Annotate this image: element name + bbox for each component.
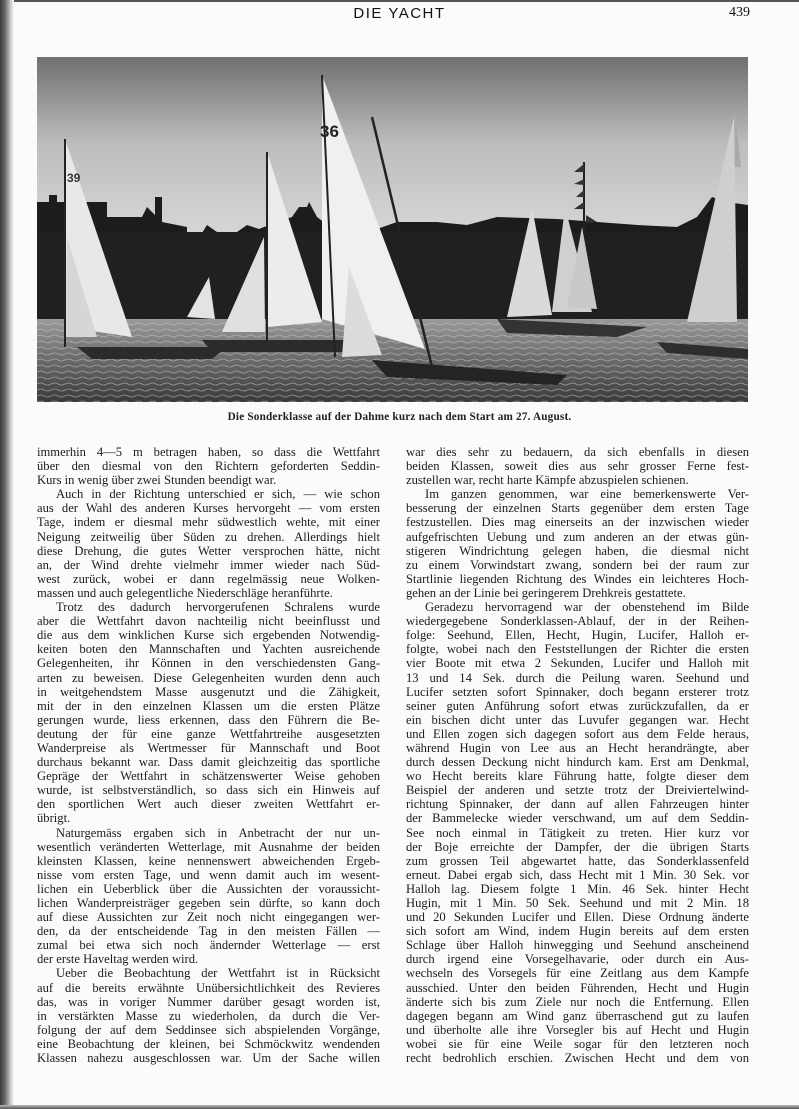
text-line: zu einem Vorwindstart zwang, sondern bei der raum zur [406,557,749,572]
text-line: zumal bei etwa sich noch ändernder Wetterlage — erst [37,938,380,953]
running-head: DIE YACHT [353,5,446,22]
text-line: west zurück, wobei er dann regelmässig neue Wolken- [37,571,380,586]
text-line: immerhin 4—5 m betragen haben, so dass die Wettfahrt [37,445,380,459]
text-line: wo Hecht bereits klare Führung hatte, folgte dieser dem [406,769,749,784]
text-line: Auch in der Richtung unterschied er sich, — wie schon [56,487,380,502]
text-line: Gelegenheiten, ihr Können in den verschiedensten Gang- [37,656,380,671]
text-line: eine Beobachtung der kleinen, bei Schmöckwitz wendenden [37,1036,380,1051]
text-line: besserung der einzelnen Starts gegenüber dem ersten Tage [406,501,749,516]
text-line: mit der in den einzelnen Klassen um die ersten Plätze [37,698,380,713]
text-line: war dies sehr zu bedauern, da sich ebenfalls in diesen [406,445,749,459]
text-line: keiten boten den Mannschaften und Yachten ausreichende [37,642,380,657]
text-line: diese Drehung, die gutes Wetter versprochen hätte, nicht [37,543,380,558]
sailing-photo-illustration [37,57,748,402]
text-line: Tage, indem er diesmal mehr südwestlich wehte, mit einer [37,515,380,530]
text-line: aber die Wettfahrt davon nachteilig nicht beeinflusst und [37,614,380,629]
text-line: richtung Spinnaker, der dann auf allen Fahrzeugen hinter [406,797,749,812]
page-top-edge [0,0,799,2]
text-line: folgte, wobei nach den Feststellungen der Richter die ersten [406,642,749,657]
text-line: wesentlich veränderten Wetterlage, mit Ausnahme der beiden [37,839,380,854]
text-line: an, der Wind drehte vielmehr immer wieder nach Süd- [37,557,380,572]
sail-number-36: 36 [320,122,339,141]
text-line: Startlinie liegenden Richtung des Windes ein leichteres Hoch- [406,571,749,586]
text-line: Geradezu hervorragend war der obenstehend im Bilde [425,600,749,615]
text-line: durch dessen Deckung nicht hindurch kam. Erst am Denkmal, [406,755,749,770]
text-line: auf diese Aussichten zur Zeit noch nicht eingegangen wer- [37,910,380,925]
text-line: Im ganzen genommen, war eine bemerkenswerte Ver- [425,487,749,502]
text-line: Halloh lag. Diesem folgte 1 Min. 46 Sek. hinter Hecht [406,881,749,896]
text-line: den sportlichen Wert auch dieser zweiten Wettfahrt er- [37,797,380,812]
page-bottom-edge [0,1105,799,1109]
binding-gutter-shadow [0,0,14,1109]
text-line: während Hugin von Lee aus an Hecht herandrängte, aber [406,740,749,755]
text-line: gerungen wurde, liess erkennen, dass den Führern die Be- [37,712,380,727]
text-line: sich sofort am Wind, indem Hugin bereits auf dem ersten [406,924,749,939]
text-line: zum grossen Teil abgewartet hatte, das Sonderklassenfeld [406,853,749,868]
text-line: ein bischen dicht unter das Luvufer gegangen war. Hecht [406,712,749,727]
text-line: wobei sie für eine Weile sogar für den letzteren noch [406,1036,749,1051]
text-line: in verstärkten Masse zu wiederholen, da durch die Ver- [37,1008,380,1023]
text-line: durch irgend eine Vorsegelhavarie, oder durch ein Aus- [406,952,749,967]
text-line: Naturgemäss ergaben sich in Anbetracht der nur un- [56,825,380,840]
text-line: nisse vom ersten Tage, und wenn damit auch im wesent- [37,867,380,882]
sailing-photo [37,57,748,402]
text-line: der Boje erreichte der Dampfer, der die übrigen Starts [406,839,749,854]
text-line: Klassen nahezu ausgeschlossen war. Um der Sache willen [37,1051,380,1066]
text-line: und Ellen zogen sich dagegen sofort aus dem Felde heraus, [406,726,749,741]
text-line: massen und auch gelegentliche Niederschläge heranführte. [37,585,333,600]
text-line: lichen ein Ueberblick über die Aussichten der voraussicht- [37,881,380,896]
text-line: Ueber die Beobachtung der Wettfahrt ist in Rücksicht [56,966,380,981]
text-line: kleinsten Klassen, keine nennenswert abweichenden Ergeb- [37,853,380,868]
text-line: Hugin, mit 1 Min. 50 Sek. Seehund und mit 2 Min. 18 [406,896,749,910]
text-line: 13 und 14 Sek. durch die Peilung waren. Seehund und [406,670,749,685]
text-line: den, da der entscheidende Tag in den meisten Fällen — [37,924,380,939]
text-line: zustellen war, recht harte Kämpfe abzuspielen schienen. [406,473,689,488]
text-line: änderte sich bis zum Ziele nur noch die Entfernung. Ellen [406,994,749,1009]
text-line: das, was in voriger Nummer darüber gesagt worden ist, [37,994,380,1009]
text-line: lichen Wanderpreisträger gegeben sein dürfte, so kann doch [37,896,380,910]
text-line: erneut. Dabei ergab sich, dass Hecht mit 1 Min. 30 Sek. vor [406,867,749,882]
text-line: der Bammelecke wieder verschwand, um auf dem Seddin- [406,811,749,826]
text-line: Kurs in wenig über zwei Stunden beendigt war. [37,473,277,488]
text-line: gehen an der Linie bei geringerem Drehkreis gestattete. [406,585,686,600]
text-line: Beispiel der anderen und setzte trotz der Dreiviertelwind- [406,783,749,798]
text-column-right [406,445,749,1065]
text-line: und 20 Sekunden Lucifer und Ellen. Diese Ordnung änderte [406,910,749,925]
text-line: ausschied. Unter den beiden Führenden, Hecht und Hugin [406,980,749,995]
text-line: und überholte alle ihre Vorsegler bis auf Hecht und Hugin [406,1022,749,1037]
text-line: auf die bereits erwähnte Unübersichtlichkeit des Revieres [37,980,380,995]
text-line: stigeren Windrichtung gelegen haben, die diesmal nicht [406,543,749,558]
text-line: über den diesmal von den Richtern geforderten Seddin- [37,459,380,474]
text-line: arten zu beweisen. Diese Gelegenheiten wurden denn auch [37,670,380,685]
text-line: Lucifer setzten sofort Spinnaker, doch begann ersterer trotz [406,684,749,699]
text-line: wiedergegebene Sonderklassen-Ablauf, der in der Reihen- [406,614,749,629]
text-line: Neigung zeitweilig über Süden zu drehen. Allerdings hielt [37,529,380,544]
text-line: wurde, ist selbstverständlich, so dass sich ein Hinweis auf [37,783,380,798]
page-number: 439 [729,5,750,20]
text-line: Gepräge der Wettfahrt in schätzenswerter Weise gehoben [37,769,380,784]
text-line: aus der Wahl des anderen Kurses hervorgeht — vom ersten [37,501,380,516]
text-line: durchaus bekannt war. Dass damit gleichzeitig das sportliche [37,755,380,770]
text-line: dagegen begann am Wind ganz überraschend gut zu laufen [406,1008,749,1023]
text-line: der erste Haveltag werden wird. [37,952,199,967]
text-line: Trotz des dadurch hervorgerufenen Schralens wurde [56,600,380,615]
text-line: beiden Klassen, soweit dies aus sehr grosser Ferne fest- [406,459,749,474]
sail-number-39: 39 [67,171,81,185]
text-line: recht bedrohlich erschien. Zwischen Hecht und dem von [406,1051,749,1066]
text-line: wechseln des Vorsegels für eine Zeitlang aus dem Kampfe [406,966,749,981]
text-line: festzustellen. Dies mag einerseits an der inzwischen wieder [406,515,749,530]
figure-caption: Die Sonderklasse auf der Dahme kurz nach dem Start am 27. August. [227,411,572,423]
text-line: folge: Seehund, Ellen, Hecht, Hugin, Lucifer, Halloh er- [406,628,749,643]
text-line: vier Boote mit etwa 2 Sekunden, Lucifer und Halloh mit [406,656,749,671]
text-line: aufgefrischten Uebung und zum anderen an der etwas gün- [406,529,749,544]
text-line: Schlage über Halloh hinwegging und Seehund anscheinend [406,938,749,953]
text-line: See noch einmal in Tätigkeit zu treten. Hier kurz vor [406,825,749,840]
text-line: seiner guten Anführung sofort etwas zurückzufallen, da er [406,698,749,713]
text-line: folgung der auf dem Seddinsee sich abspielenden Vorgänge, [37,1022,380,1037]
text-line: die aus dem winklichen Kurse sich ergebenden Notwendig- [37,628,380,643]
text-line: in weitgehendstem Masse ausgenutzt und die Zähigkeit, [37,684,380,699]
text-column-left [37,445,380,1065]
text-line: Wanderpreise als Wertmesser für Mannschaft und Boot [37,740,380,755]
text-line: übrigt. [37,811,71,826]
text-line: deutung der für eine ganze Wettfahrtreihe ausgesetzten [37,726,380,741]
